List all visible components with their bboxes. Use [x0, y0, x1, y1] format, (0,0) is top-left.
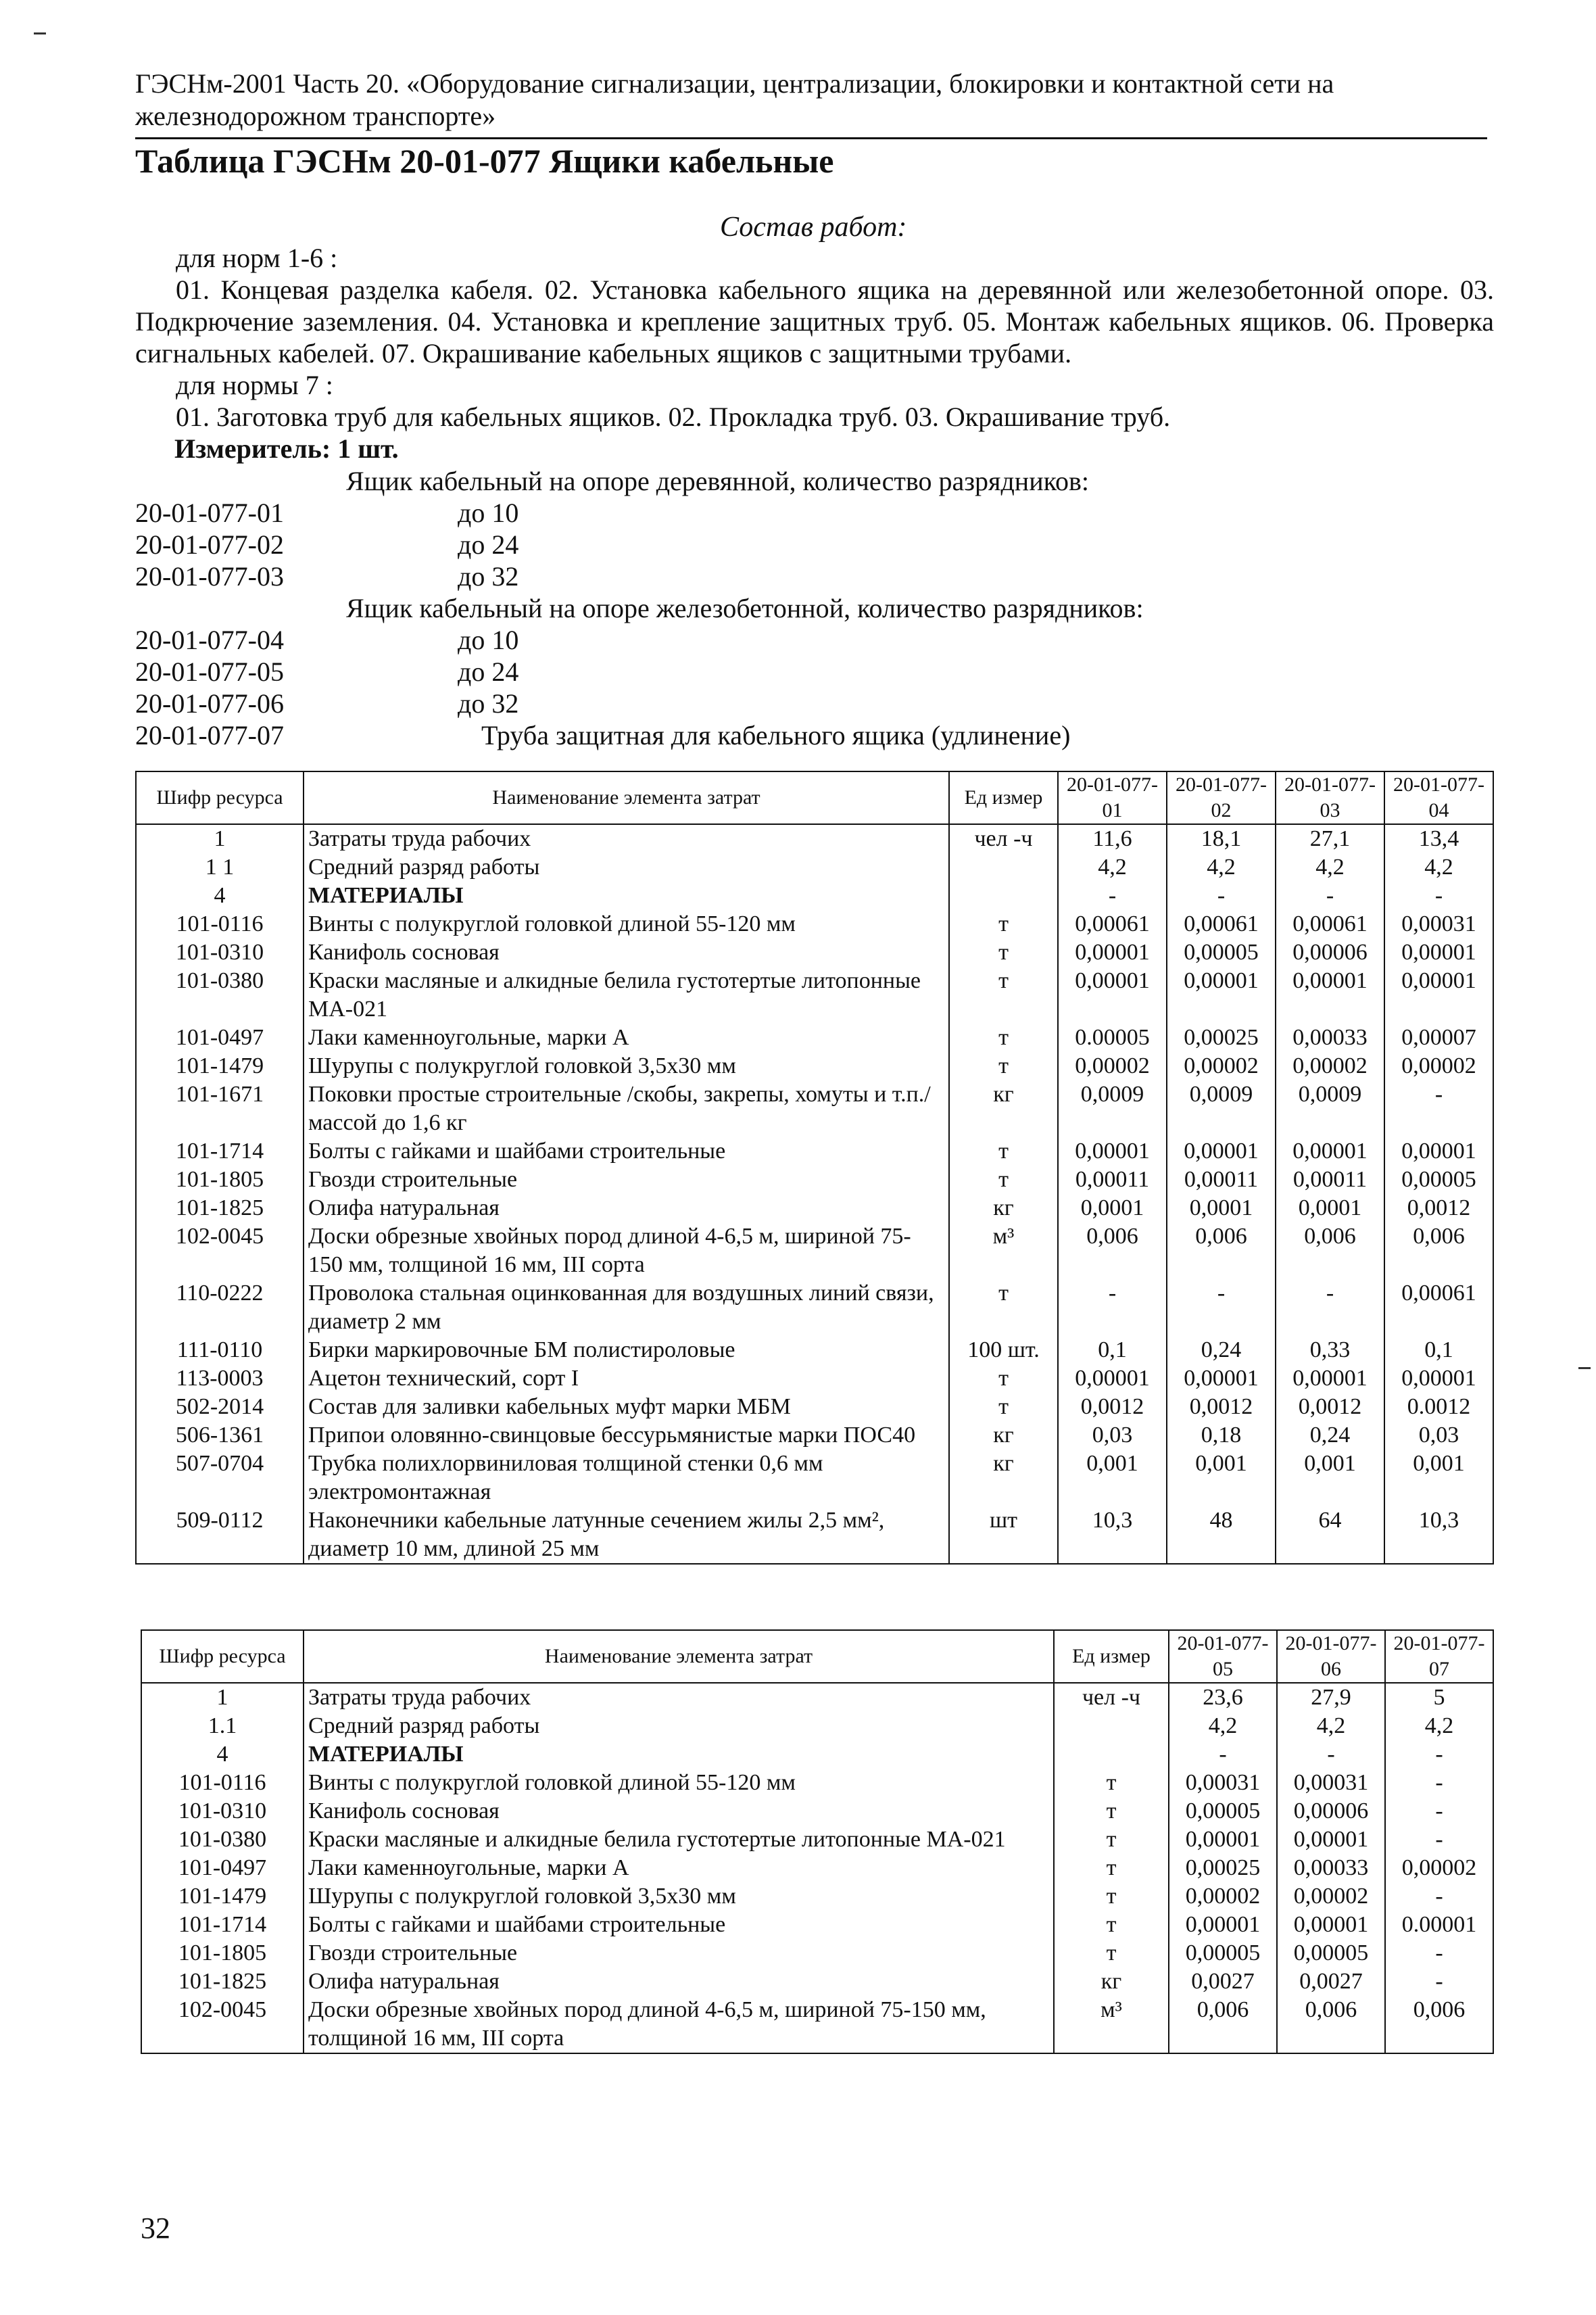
value-cell: 48: [1167, 1506, 1276, 1564]
value-cell: 0,006: [1058, 1222, 1167, 1279]
value-cell: 0,006: [1276, 1222, 1384, 1279]
value-cell: -: [1384, 882, 1493, 910]
code-row: 20-01-077-03 до 32: [135, 561, 519, 592]
value-cell: 0,00001: [1276, 1137, 1384, 1166]
value-cell: -: [1385, 1740, 1493, 1769]
value-cell: 0,0012: [1167, 1393, 1276, 1421]
resource-name-cell: Краски масляные и алкидные белила густотертые литопонные МА-021: [304, 967, 949, 1024]
resource-code-cell: 101-1714: [136, 1137, 304, 1166]
value-cell: -: [1058, 882, 1167, 910]
code-row: 20-01-077-02 до 24: [135, 529, 519, 560]
value-cell: 0,00001: [1276, 1364, 1384, 1393]
value-cell: 0,006: [1169, 1996, 1277, 2053]
unit-cell: т: [949, 910, 1058, 938]
running-title: ГЭСНм-2001 Часть 20. «Оборудование сигнализации, централизации, блокировки и контактной сети на железнодорожном транспорте»: [135, 68, 1334, 131]
value-cell: 0,00002: [1277, 1882, 1385, 1911]
value-cell: 0,0001: [1276, 1194, 1384, 1222]
value-cell: 4,2: [1058, 853, 1167, 882]
unit-cell: [1054, 1712, 1169, 1740]
unit-cell: [949, 853, 1058, 882]
resource-name-cell: Наконечники кабельные латунные сечением жилы 2,5 мм², диаметр 10 мм, длиной 25 мм: [304, 1506, 949, 1564]
table-row: [136, 882, 1493, 910]
table-row: [141, 1854, 1493, 1882]
value-cell: 0,00002: [1276, 1052, 1384, 1080]
resource-code-cell: 111-0110: [136, 1336, 304, 1364]
table-row: [136, 1506, 1493, 1564]
value-cell: 0,00011: [1276, 1166, 1384, 1194]
value-cell: 4,2: [1167, 853, 1276, 882]
value-cell: 0,006: [1167, 1222, 1276, 1279]
value-cell: 0,0012: [1276, 1393, 1384, 1421]
unit-cell: кг: [949, 1194, 1058, 1222]
norms-1-6-text: 01. Концевая разделка кабеля. 02. Установка кабельного ящика на деревянной или железобетонной опоре. 03. Подкрючение заземления. 04. Установка и крепление защитных труб. 05. Монтаж кабельных ящиков. 06. Проверка сигнальных кабелей. 07. Окрашивание кабельных ящиков с защитными трубами.: [135, 275, 1494, 368]
value-cell: 0,00002: [1169, 1882, 1277, 1911]
value-cell: 0,00001: [1167, 967, 1276, 1024]
value-cell: 0,00002: [1385, 1854, 1493, 1882]
header-norm-col: 20-01-077-05: [1169, 1630, 1277, 1683]
table-row: [136, 1024, 1493, 1052]
value-cell: 0.00001: [1385, 1911, 1493, 1939]
table-row: [141, 1797, 1493, 1825]
value-cell: 0,00002: [1167, 1052, 1276, 1080]
table-row: [136, 910, 1493, 938]
value-cell: 0,00031: [1384, 910, 1493, 938]
header-norm-col: 20-01-077-06: [1277, 1630, 1385, 1683]
value-cell: 5: [1385, 1683, 1493, 1712]
value-cell: 0,24: [1276, 1421, 1384, 1450]
resource-name-cell: Средний разряд работы: [304, 853, 949, 882]
resource-code-cell: 101-0116: [136, 910, 304, 938]
unit-cell: м³: [949, 1222, 1058, 1279]
header-code: Шифр ресурса: [136, 771, 304, 824]
scan-artifact: [1578, 1367, 1591, 1369]
value-cell: 0.0012: [1384, 1393, 1493, 1421]
value-cell: 0,00001: [1277, 1825, 1385, 1854]
value-cell: 0,00001: [1058, 1364, 1167, 1393]
resource-code-cell: 101-1479: [136, 1052, 304, 1080]
value-cell: 0,00001: [1169, 1911, 1277, 1939]
unit-cell: т: [1054, 1911, 1169, 1939]
table-row: [141, 1882, 1493, 1911]
resource-table-2: [141, 1629, 1494, 2054]
value-cell: 0,0001: [1058, 1194, 1167, 1222]
unit-cell: т: [949, 938, 1058, 967]
value-cell: 10,3: [1384, 1506, 1493, 1564]
value-cell: -: [1385, 1825, 1493, 1854]
value-cell: 0,00061: [1167, 910, 1276, 938]
value-cell: 0,00001: [1167, 1364, 1276, 1393]
resource-code-cell: 101-1479: [141, 1882, 304, 1911]
resource-code-cell: 101-1714: [141, 1911, 304, 1939]
resource-code-cell: 101-0116: [141, 1769, 304, 1797]
value-cell: 0,00001: [1277, 1911, 1385, 1939]
value-cell: -: [1277, 1740, 1385, 1769]
resource-name-cell: Проволока стальная оцинкованная для воздушных линий связи, диаметр 2 мм: [304, 1279, 949, 1336]
resource-name-cell: Затраты труда рабочих: [304, 824, 949, 853]
resource-code-cell: 506-1361: [136, 1421, 304, 1450]
table-row: [141, 1911, 1493, 1939]
header-norm-col: 20-01-077-04: [1384, 771, 1493, 824]
table-row: [136, 938, 1493, 967]
table-row: [141, 1939, 1493, 1967]
table-row: [136, 1080, 1493, 1137]
value-cell: -: [1167, 1279, 1276, 1336]
unit-cell: т: [949, 1364, 1058, 1393]
resource-name-cell: Гвозди строительные: [304, 1939, 1054, 1967]
value-cell: 0,00002: [1384, 1052, 1493, 1080]
value-cell: 0,00025: [1169, 1854, 1277, 1882]
norms-1-6-label: для норм 1-6 :: [176, 243, 338, 273]
header-unit: Ед измер: [1054, 1630, 1169, 1683]
resource-name-cell: Гвозди строительные: [304, 1166, 949, 1194]
resource-code-cell: 101-1825: [141, 1967, 304, 1996]
unit-cell: чел -ч: [1054, 1683, 1169, 1712]
value-cell: 13,4: [1384, 824, 1493, 853]
resource-name-cell: МАТЕРИАЛЫ: [304, 1740, 1054, 1769]
table-row: [136, 1393, 1493, 1421]
resource-name-cell: Поковки простые строительные /скобы, закрепы, хомуты и т.п./ массой до 1,6 кг: [304, 1080, 949, 1137]
value-cell: 64: [1276, 1506, 1384, 1564]
resource-name-cell: МАТЕРИАЛЫ: [304, 882, 949, 910]
header-name: Наименование элемента затрат: [304, 1630, 1054, 1683]
unit-cell: м³: [1054, 1996, 1169, 2053]
value-cell: -: [1385, 1882, 1493, 1911]
code-row: 20-01-077-05 до 24: [135, 657, 519, 687]
resource-name-cell: Винты с полукруглой головкой длиной 55-120 мм: [304, 910, 949, 938]
value-cell: 0,00033: [1276, 1024, 1384, 1052]
value-cell: 0,0009: [1167, 1080, 1276, 1137]
unit-cell: [949, 882, 1058, 910]
resource-name-cell: Бирки маркировочные БМ полистироловые: [304, 1336, 949, 1364]
scan-artifact: [34, 32, 46, 34]
table-row: [136, 1166, 1493, 1194]
value-cell: 0,0009: [1276, 1080, 1384, 1137]
code-row: 20-01-077-01 до 10: [135, 498, 519, 528]
value-cell: 0,00005: [1169, 1939, 1277, 1967]
value-cell: -: [1276, 1279, 1384, 1336]
value-cell: -: [1167, 882, 1276, 910]
resource-name-cell: Припои оловянно-свинцовые бессурьмянистые марки ПОС40: [304, 1421, 949, 1450]
unit-cell: т: [949, 1052, 1058, 1080]
value-cell: 4,2: [1385, 1712, 1493, 1740]
value-cell: -: [1385, 1797, 1493, 1825]
table-row: [141, 1996, 1493, 2053]
value-cell: -: [1058, 1279, 1167, 1336]
value-cell: 0,00005: [1169, 1797, 1277, 1825]
resource-code-cell: 101-0380: [136, 967, 304, 1024]
unit-cell: т: [949, 1393, 1058, 1421]
value-cell: 0,0012: [1384, 1194, 1493, 1222]
unit-cell: чел -ч: [949, 824, 1058, 853]
table-row: [141, 1825, 1493, 1854]
value-cell: 0,00011: [1058, 1166, 1167, 1194]
value-cell: 0,006: [1385, 1996, 1493, 2053]
value-cell: 0,00007: [1384, 1024, 1493, 1052]
resource-code-cell: 4: [141, 1740, 304, 1769]
value-cell: 18,1: [1167, 824, 1276, 853]
code-row: 20-01-077-04 до 10: [135, 625, 519, 655]
concrete-pole-caption: Ящик кабельный на опоре железобетонной, количество разрядников:: [346, 593, 1144, 623]
table-row: [141, 1740, 1493, 1769]
resource-name-cell: Олифа натуральная: [304, 1194, 949, 1222]
table-row: [136, 1194, 1493, 1222]
header-norm-col: 20-01-077-01: [1058, 771, 1167, 824]
norm-7-label: для нормы 7 :: [176, 370, 333, 400]
unit-cell: т: [949, 967, 1058, 1024]
table-row: [136, 1222, 1493, 1279]
unit-cell: 100 шт.: [949, 1336, 1058, 1364]
value-cell: 0,00001: [1058, 938, 1167, 967]
unit-cell: т: [949, 1024, 1058, 1052]
table-row: [136, 967, 1493, 1024]
header-unit: Ед измер: [949, 771, 1058, 824]
value-cell: 0,0012: [1058, 1393, 1167, 1421]
table-row: [136, 1421, 1493, 1450]
unit-cell: кг: [1054, 1967, 1169, 1996]
value-cell: 0,00002: [1058, 1052, 1167, 1080]
resource-code-cell: 102-0045: [141, 1996, 304, 2053]
value-cell: 27,1: [1276, 824, 1384, 853]
resource-name-cell: Лаки каменноугольные, марки А: [304, 1854, 1054, 1882]
value-cell: 0,006: [1384, 1222, 1493, 1279]
value-cell: 4,2: [1277, 1712, 1385, 1740]
resource-code-cell: 101-0497: [141, 1854, 304, 1882]
resource-code-cell: 101-1805: [141, 1939, 304, 1967]
unit-cell: т: [1054, 1825, 1169, 1854]
value-cell: 0,0027: [1277, 1967, 1385, 1996]
resource-code-cell: 101-1825: [136, 1194, 304, 1222]
value-cell: -: [1169, 1740, 1277, 1769]
resource-code-cell: 110-0222: [136, 1279, 304, 1336]
value-cell: 11,6: [1058, 824, 1167, 853]
resource-code-cell: 101-0380: [141, 1825, 304, 1854]
unit-cell: т: [949, 1279, 1058, 1336]
header-norm-col: 20-01-077-07: [1385, 1630, 1493, 1683]
table-row: [136, 1450, 1493, 1506]
value-cell: 0,00005: [1167, 938, 1276, 967]
value-cell: 0,00061: [1276, 910, 1384, 938]
value-cell: 0,0027: [1169, 1967, 1277, 1996]
value-cell: 0.00005: [1058, 1024, 1167, 1052]
header-name: Наименование элемента затрат: [304, 771, 949, 824]
resource-name-cell: Шурупы с полукруглой головкой 3,5x30 мм: [304, 1882, 1054, 1911]
unit-cell: кг: [949, 1421, 1058, 1450]
value-cell: 0,00001: [1058, 1137, 1167, 1166]
unit-cell: т: [949, 1166, 1058, 1194]
resource-code-cell: 113-0003: [136, 1364, 304, 1393]
unit-cell: т: [1054, 1854, 1169, 1882]
value-cell: 0,001: [1384, 1450, 1493, 1506]
value-cell: 0,03: [1384, 1421, 1493, 1450]
resource-code-cell: 101-0310: [141, 1797, 304, 1825]
unit-cell: кг: [949, 1080, 1058, 1137]
value-cell: 0,00061: [1058, 910, 1167, 938]
table-header-row: [141, 1630, 1493, 1683]
resource-code-cell: 1: [136, 824, 304, 853]
table-header-row: [136, 771, 1493, 824]
resource-name-cell: Олифа натуральная: [304, 1967, 1054, 1996]
value-cell: 0,00006: [1276, 938, 1384, 967]
resource-name-cell: Доски обрезные хвойных пород длиной 4-6,5 м, шириной 75-150 мм, толщиной 16 мм, III сорта: [304, 1996, 1054, 2053]
resource-code-cell: 101-0497: [136, 1024, 304, 1052]
resource-code-cell: 1.1: [141, 1712, 304, 1740]
code-row: 20-01-077-06 до 32: [135, 688, 519, 719]
table-row: [136, 1137, 1493, 1166]
table-row: [141, 1683, 1493, 1712]
resource-name-cell: Состав для заливки кабельных муфт марки МБМ: [304, 1393, 949, 1421]
table-row: [136, 1336, 1493, 1364]
unit-cell: т: [1054, 1797, 1169, 1825]
value-cell: 23,6: [1169, 1683, 1277, 1712]
resource-name-cell: Канифоль сосновая: [304, 1797, 1054, 1825]
unit-cell: кг: [949, 1450, 1058, 1506]
value-cell: 0,1: [1384, 1336, 1493, 1364]
value-cell: 0,00001: [1384, 967, 1493, 1024]
wood-pole-caption: Ящик кабельный на опоре деревянной, количество разрядников:: [346, 466, 1090, 496]
value-cell: 0,001: [1276, 1450, 1384, 1506]
value-cell: 0,00001: [1384, 1364, 1493, 1393]
unit-cell: т: [1054, 1882, 1169, 1911]
resource-name-cell: Краски масляные и алкидные белила густотертые литопонные МА-021: [304, 1825, 1054, 1854]
work-composition-title: Состав работ:: [720, 212, 907, 243]
value-cell: 0,00001: [1169, 1825, 1277, 1854]
unit-cell: т: [949, 1137, 1058, 1166]
value-cell: 0,00006: [1277, 1797, 1385, 1825]
resource-name-cell: Винты с полукруглой головкой длиной 55-120 мм: [304, 1769, 1054, 1797]
value-cell: 0,00001: [1384, 938, 1493, 967]
table-title: Таблица ГЭСНм 20-01-077 Ящики кабельные: [135, 142, 834, 180]
resource-code-cell: 1 1: [136, 853, 304, 882]
resource-name-cell: Доски обрезные хвойных пород длиной 4-6,5 м, шириной 75-150 мм, толщиной 16 мм, III сорта: [304, 1222, 949, 1279]
value-cell: 0,0001: [1167, 1194, 1276, 1222]
value-cell: 4,2: [1276, 853, 1384, 882]
resource-table-1: [135, 771, 1494, 1565]
header-norm-col: 20-01-077-03: [1276, 771, 1384, 824]
resource-name-cell: Лаки каменноугольные, марки А: [304, 1024, 949, 1052]
value-cell: 0,18: [1167, 1421, 1276, 1450]
value-cell: -: [1385, 1967, 1493, 1996]
value-cell: 0,1: [1058, 1336, 1167, 1364]
unit-cell: [1054, 1740, 1169, 1769]
table-body: [141, 1683, 1493, 2053]
value-cell: 0,00031: [1169, 1769, 1277, 1797]
resource-name-cell: Ацетон технический, сорт I: [304, 1364, 949, 1393]
unit-cell: т: [1054, 1939, 1169, 1967]
value-cell: 0,03: [1058, 1421, 1167, 1450]
value-cell: 0,00005: [1384, 1166, 1493, 1194]
table-row: [136, 1364, 1493, 1393]
table-row: [136, 853, 1493, 882]
resource-code-cell: 102-0045: [136, 1222, 304, 1279]
code-row: 20-01-077-07 Труба защитная для кабельного ящика (удлинение): [135, 720, 1071, 750]
header-norm-col: 20-01-077-02: [1167, 771, 1276, 824]
value-cell: 0,00001: [1384, 1137, 1493, 1166]
unit-cell: т: [1054, 1769, 1169, 1797]
value-cell: 0,33: [1276, 1336, 1384, 1364]
value-cell: 0,00001: [1276, 967, 1384, 1024]
page-number: 32: [141, 2212, 170, 2245]
unit-cell: шт: [949, 1506, 1058, 1564]
resource-name-cell: Затраты труда рабочих: [304, 1683, 1054, 1712]
resource-code-cell: 502-2014: [136, 1393, 304, 1421]
table-body: [136, 824, 1493, 1564]
measurer: Измеритель: 1 шт.: [174, 433, 399, 464]
resource-name-cell: Болты с гайками и шайбами строительные: [304, 1911, 1054, 1939]
table-row: [141, 1712, 1493, 1740]
table-row: [136, 1279, 1493, 1336]
value-cell: 0,00001: [1167, 1137, 1276, 1166]
value-cell: 0,00061: [1384, 1279, 1493, 1336]
resource-code-cell: 507-0704: [136, 1450, 304, 1506]
resource-code-cell: 4: [136, 882, 304, 910]
value-cell: 0,00033: [1277, 1854, 1385, 1882]
resource-name-cell: Болты с гайками и шайбами строительные: [304, 1137, 949, 1166]
value-cell: 0,00031: [1277, 1769, 1385, 1797]
value-cell: 0,24: [1167, 1336, 1276, 1364]
resource-name-cell: Трубка полихлорвиниловая толщиной стенки 0,6 мм электромонтажная: [304, 1450, 949, 1506]
value-cell: 4,2: [1169, 1712, 1277, 1740]
value-cell: 0,001: [1058, 1450, 1167, 1506]
table-row: [136, 824, 1493, 853]
resource-code-cell: 101-1671: [136, 1080, 304, 1137]
value-cell: 0,0009: [1058, 1080, 1167, 1137]
value-cell: 0,00025: [1167, 1024, 1276, 1052]
value-cell: -: [1276, 882, 1384, 910]
resource-name-cell: Шурупы с полукруглой головкой 3,5x30 мм: [304, 1052, 949, 1080]
resource-code-cell: 509-0112: [136, 1506, 304, 1564]
resource-code-cell: 101-0310: [136, 938, 304, 967]
value-cell: 0,00011: [1167, 1166, 1276, 1194]
table-row: [136, 1052, 1493, 1080]
resource-name-cell: Канифоль сосновая: [304, 938, 949, 967]
value-cell: 0,00001: [1058, 967, 1167, 1024]
resource-code-cell: 1: [141, 1683, 304, 1712]
value-cell: 10,3: [1058, 1506, 1167, 1564]
value-cell: -: [1384, 1080, 1493, 1137]
value-cell: 0,00005: [1277, 1939, 1385, 1967]
value-cell: -: [1385, 1769, 1493, 1797]
table-row: [141, 1769, 1493, 1797]
value-cell: -: [1385, 1939, 1493, 1967]
value-cell: 4,2: [1384, 853, 1493, 882]
value-cell: 27,9: [1277, 1683, 1385, 1712]
resource-code-cell: 101-1805: [136, 1166, 304, 1194]
table-row: [141, 1967, 1493, 1996]
value-cell: 0,001: [1167, 1450, 1276, 1506]
norm-7-text: 01. Заготовка труб для кабельных ящиков. 02. Прокладка труб. 03. Окрашивание труб.: [176, 402, 1171, 432]
resource-name-cell: Средний разряд работы: [304, 1712, 1054, 1740]
value-cell: 0,006: [1277, 1996, 1385, 2053]
header-code: Шифр ресурса: [141, 1630, 304, 1683]
